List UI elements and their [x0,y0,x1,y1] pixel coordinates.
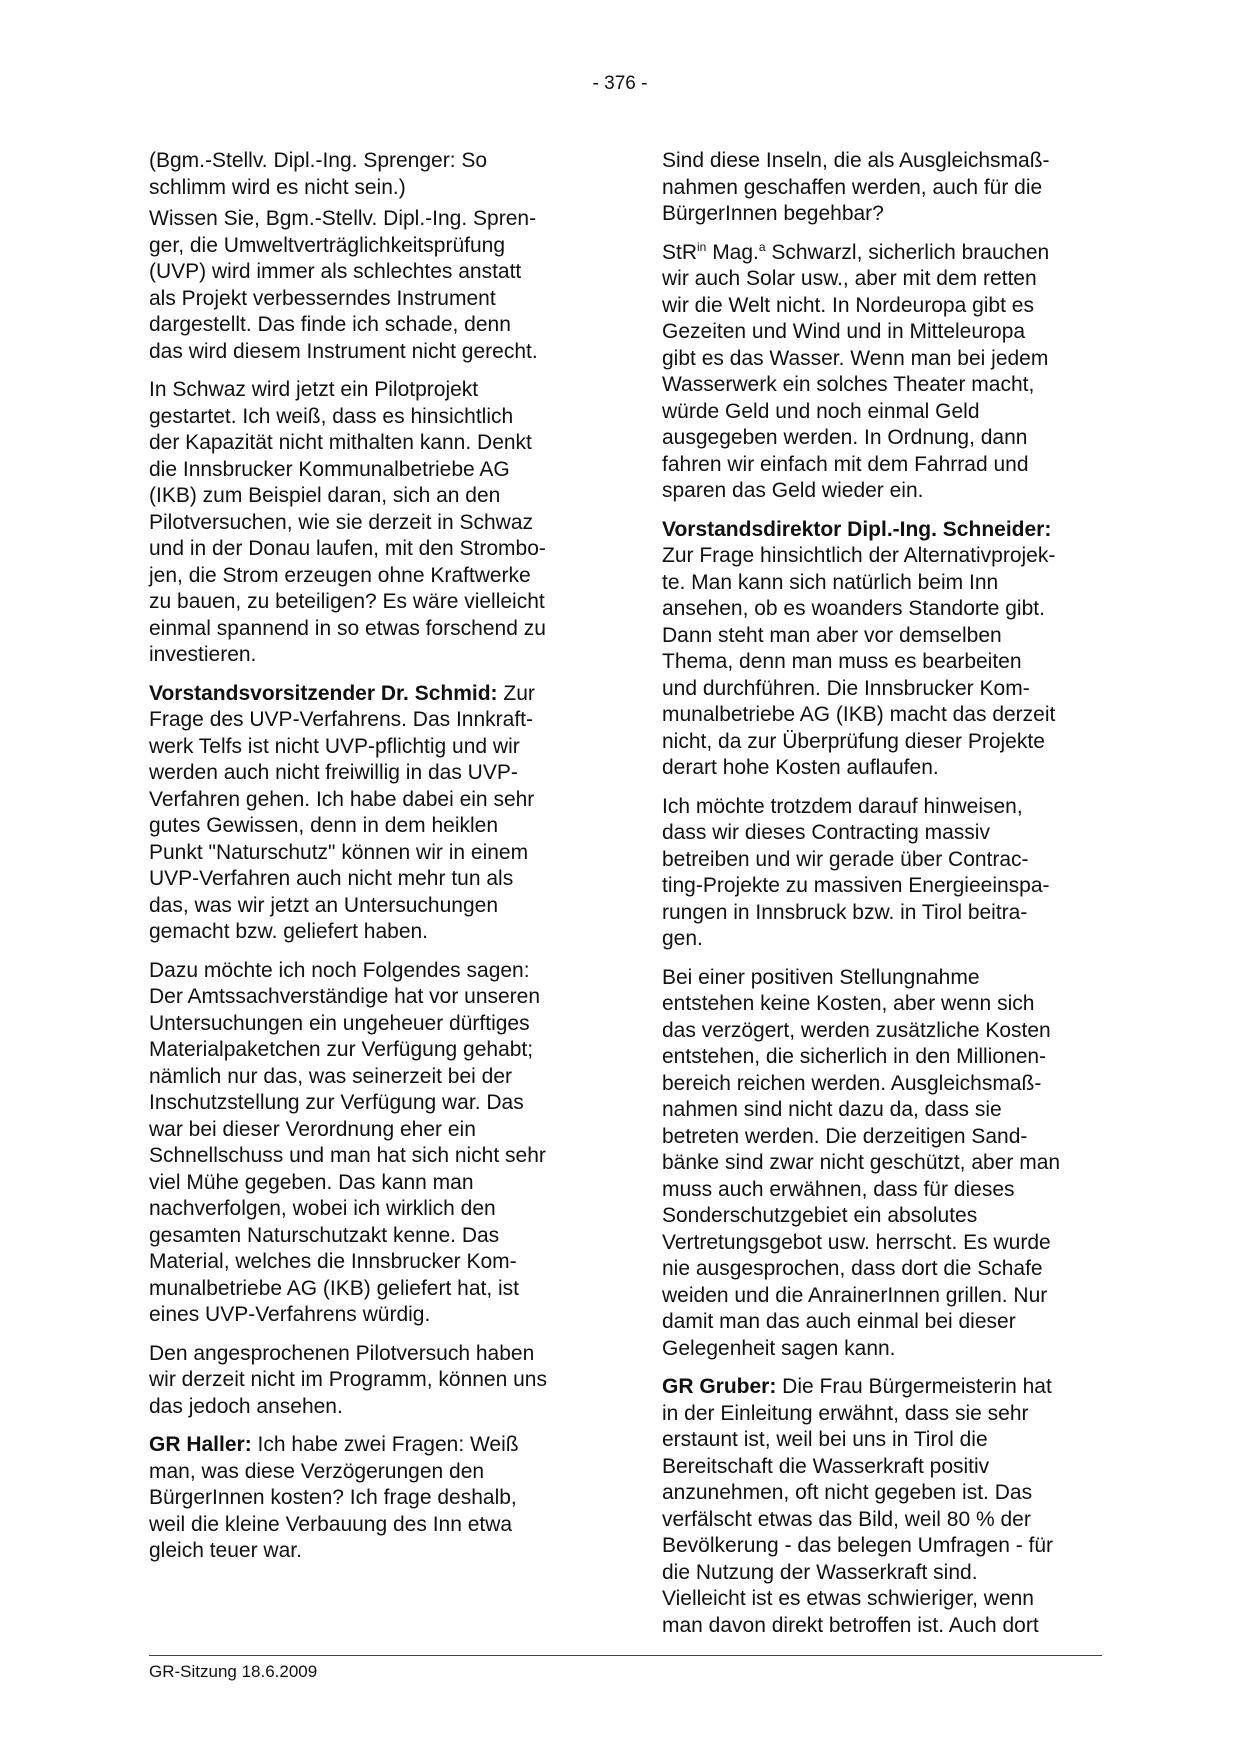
paragraph-gruber [662,1374,1102,1639]
speaker-name: Vorstandsvorsitzender Dr. Schmid: [149,681,498,705]
page-number: - 376 - [592,73,648,94]
footer-divider [149,1655,1102,1656]
paragraph-haller [149,1432,589,1565]
paragraph-schmid [149,681,589,946]
paragraph-schwarzl [662,240,1102,505]
speech-text: Zur Frage des UVP-Verfahrens. Das Innkraft- werk Telfs ist nicht UVP-pflichtig und wir werden auch nicht freiwillig in das UVP- Verfahren gehen. Ich habe dabei ein sehr gutes Gewissen, denn in dem heiklen Punkt "Naturschutz" können wir in einem UVP-Verfahren auch nicht mehr tun als das, was wir jetzt an Untersuchungen gemacht bzw. geliefert haben. [149,681,535,943]
superscript: in [697,239,707,254]
speech-text: Schwarzl, sicherlich brauchen wir auch Solar usw., aber mit dem retten wir die Welt nicht. In Nordeuropa gibt es Gezeiten und Wind und in Mitteleuropa gibt es das Wasser. Wenn man bei jedem Wasserwerk ein solches Theater macht, würde Geld und noch einmal Geld ausgegeben werden. In Ordnung, dann fahren wir einfach mit dem Fahrrad und sparen das Geld wieder ein. [662,240,1050,502]
paragraph: Dazu möchte ich noch Folgendes sagen: Der Amtssachverständige hat vor unseren Untersuchungen ein ungeheuer dürftiges Materialpaketchen zur Verfügung gehabt; nämlich nur das, was seinerzeit bei der Inschutzstellung zur Verfügung war. Das war bei dieser Verordnung eher ein Schnellschuss und man hat sich nicht sehr viel Mühe gegeben. Das kann man nachverfolgen, wobei ich wirklich den gesamten Naturschutzakt kenne. Das Material, welches die Innsbrucker Kom- munalbetriebe AG (IKB) geliefert hat, ist eines UVP-Verfahrens würdig. [149,958,546,1326]
paragraph-interjection: (Bgm.-Stellv. Dipl.-Ing. Sprenger: So schlimm wird es nicht sein.) [149,149,488,199]
speaker-name: Vorstandsdirektor Dipl.-Ing. Schneider: [662,517,1052,541]
speaker-name: GR Gruber: [662,1375,777,1398]
superscript: a [758,239,766,254]
speech-text: Die Frau Bürgermeisterin hat in der Einleitung erwähnt, dass sie sehr erstaunt ist, weil bei uns in Tirol die Bereitschaft die Wasserkraft positiv anzunehmen, oft nicht gegeben ist. Das verfälscht etwas das Bild, weil 80 % der Bevölkerung - das belegen Umfragen - für die Nutzung der Wasserkraft sind. Vielleicht ist es etwas schwieriger, wenn man davon direkt betroffen ist. Auch dort [662,1375,1054,1637]
paragraph: In Schwaz wird jetzt ein Pilotprojekt gestartet. Ich weiß, dass es hinsichtlich der Kapazität nicht mithalten kann. Denkt die Innsbrucker Kommunalbetriebe AG (IKB) zum Beispiel daran, sich an den Pilotversuchen, wie sie derzeit in Schwaz und in der Donau laufen, mit den Strombo- jen, die Strom erzeugen ohne Kraftwerke zu bauen, zu beteiligen? Es wäre vielleicht einmal spannend in so etwas forschend zu investieren. [149,378,546,666]
paragraph: Wissen Sie, Bgm.-Stellv. Dipl.-Ing. Spren- ger, die Umweltverträglichkeitsprüfung (UVP) wird immer als schlechtes anstatt als Projekt verbesserndes Instrument dargestellt. Das finde ich schade, denn das wird diesem Instrument nicht gerecht. [149,207,538,363]
title-text: Mag. [706,240,759,264]
title-text: StR [662,240,698,264]
paragraph-schneider [662,517,1102,782]
paragraph: Ich möchte trotzdem darauf hinweisen, dass wir dieses Contracting massiv betreiben und wir gerade über Contrac- ting-Projekte zu massiven Energieeinspa- rungen in Innsbruck bzw. in Tirol beitra- gen. [662,794,1050,950]
left-column [149,148,589,1577]
speech-text: Zur Frage hinsichtlich der Alternativprojek- te. Man kann sich natürlich beim Inn ansehen, ob es woanders Standorte gibt. Dann steht man aber vor demselben Thema, denn man muss es bearbeiten und durchführen. Die Innsbrucker Kom- munalbetriebe AG (IKB) macht das derzeit nicht, da zur Überprüfung dieser Projekte derart hohe Kosten auflaufen. [662,544,1056,779]
footer-session-date: GR-Sitzung 18.6.2009 [149,1662,318,1681]
paragraph: Den angesprochenen Pilotversuch haben wir derzeit nicht im Programm, können uns das jedoch ansehen. [149,1341,547,1418]
speaker-name: GR Haller: [149,1433,252,1456]
paragraph: Sind diese Inseln, die als Ausgleichsmaß- nahmen geschaffen werden, auch für die BürgerInnen begehbar? [662,149,1050,225]
paragraph: Bei einer positiven Stellungnahme entstehen keine Kosten, aber wenn sich das verzögert, werden zusätzliche Kosten entstehen, die sicherlich in den Millionen- bereich reichen werden. Ausgleichsmaß- nahmen sind nicht dazu da, dass sie betreten werden. Die derzeitigen Sand- bänke sind zwar nicht geschützt, aber man muss auch erwähnen, dass für dieses Sonderschutzgebiet ein absolutes Vertretungsgebot usw. herrscht. Es wurde nie ausgesprochen, dass dort die Schafe weiden und die AnrainerInnen grillen. Nur damit man das auch einmal bei dieser Gelegenheit sagen kann. [662,965,1061,1360]
right-column [662,148,1102,1651]
speech-text: Ich habe zwei Fragen: Weiß man, was diese Verzögerungen den BürgerInnen kosten? Ich frage deshalb, weil die kleine Verbauung des Inn etwa gleich teuer war. [149,1433,519,1562]
